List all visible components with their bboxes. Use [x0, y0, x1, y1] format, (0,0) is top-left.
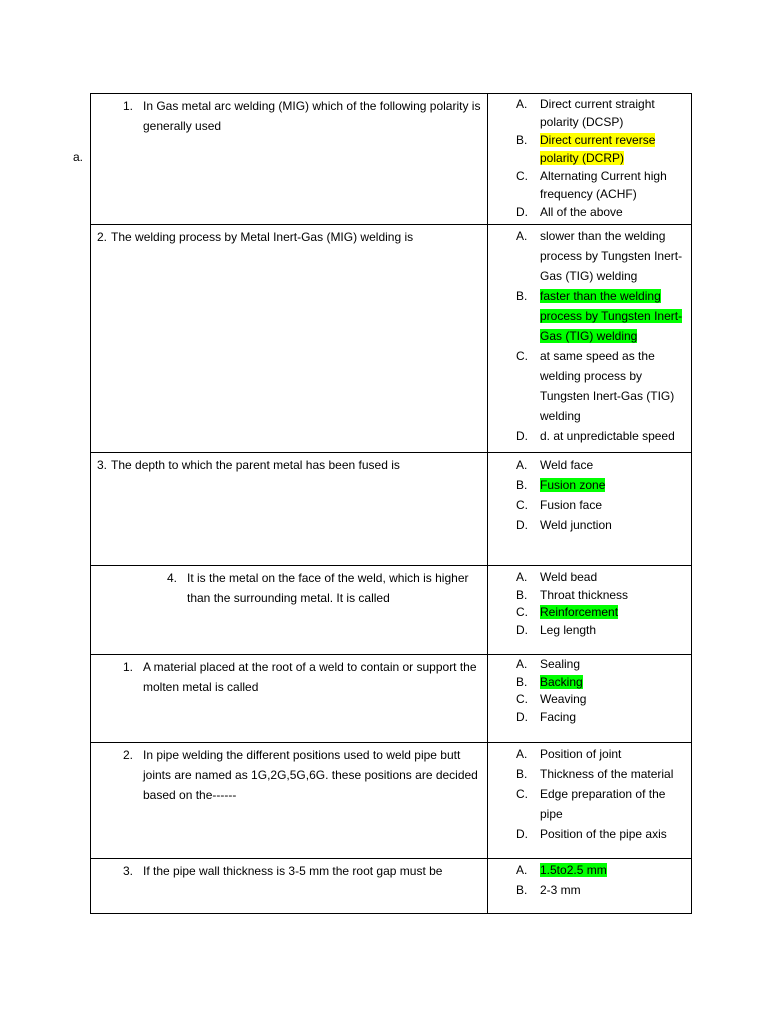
- question-text: A material placed at the root of a weld to contain or support the molten metal is called: [143, 660, 477, 694]
- question-number: 3.: [97, 458, 108, 472]
- option-text: Weaving: [540, 692, 587, 706]
- option-letter: D.: [516, 622, 528, 637]
- answer-option: [516, 515, 687, 535]
- answer-option: [516, 226, 687, 286]
- option-text: All of the above: [540, 205, 623, 219]
- question-text: It is the metal on the face of the weld, which is higher than the surrounding metal. It is called: [187, 571, 469, 605]
- answer-options: [488, 655, 691, 726]
- option-letter: B.: [516, 289, 528, 303]
- option-letter: C.: [516, 787, 528, 801]
- option-text: Weld bead: [540, 570, 598, 584]
- option-letter: A.: [516, 747, 528, 761]
- answer-cell: [488, 859, 692, 914]
- option-letter: D.: [516, 429, 528, 443]
- question-number: 1.: [122, 660, 133, 674]
- option-letter: B.: [516, 478, 528, 492]
- option-letter: C.: [516, 605, 528, 619]
- answer-option: [516, 95, 687, 131]
- answer-cell: [488, 453, 692, 566]
- question-row: [91, 225, 692, 453]
- answer-option: [516, 674, 687, 692]
- answer-option: [516, 860, 687, 880]
- margin-label: a.: [73, 150, 84, 164]
- option-text-highlighted: Fusion zone: [540, 478, 606, 492]
- option-letter: A.: [516, 97, 528, 111]
- option-letter: C.: [516, 692, 528, 706]
- answer-cell: [488, 655, 692, 743]
- question-text: In Gas metal arc welding (MIG) which of the following polarity is generally used: [143, 99, 481, 133]
- option-text: Weld face: [540, 458, 594, 472]
- answer-options: [488, 453, 691, 535]
- option-text-highlighted: Direct current reverse polarity (DCRP): [540, 133, 656, 165]
- option-text: Weld junction: [540, 518, 612, 532]
- question-text: The welding process by Metal Inert-Gas (MIG) welding is: [111, 230, 414, 244]
- option-text: Alternating Current high frequency (ACHF): [540, 169, 667, 201]
- option-text-highlighted: Backing: [540, 674, 583, 689]
- option-text: at same speed as the welding process by Tungsten Inert-Gas (TIG) welding: [540, 349, 675, 423]
- option-letter: B.: [516, 767, 528, 781]
- option-letter: B.: [516, 674, 528, 689]
- option-text: slower than the welding process by Tungsten Inert-Gas (TIG) welding: [540, 229, 683, 283]
- option-letter: C.: [516, 169, 528, 183]
- quiz-table: [90, 93, 692, 914]
- option-text: Sealing: [540, 657, 581, 671]
- question-cell: [91, 453, 488, 566]
- option-letter: A.: [516, 570, 528, 584]
- answer-option: [516, 709, 687, 727]
- question-cell: [91, 743, 488, 859]
- answer-option: [516, 569, 687, 587]
- answer-option: [516, 495, 687, 515]
- answer-option: [516, 824, 687, 844]
- question-cell: [91, 566, 488, 655]
- question-number: 2.: [122, 748, 133, 762]
- option-letter: C.: [516, 349, 528, 363]
- answer-option: [516, 604, 687, 622]
- answer-options: [488, 743, 691, 844]
- option-letter: B.: [516, 587, 528, 602]
- question-cell: [91, 94, 488, 225]
- answer-option: [516, 346, 687, 426]
- answer-option: [516, 691, 687, 709]
- answer-option: [516, 784, 687, 824]
- question-number: 1.: [122, 99, 133, 113]
- answer-option: [516, 131, 687, 167]
- option-text: Fusion face: [540, 498, 603, 512]
- answer-options: [488, 859, 691, 900]
- option-text-highlighted: 1.5to2.5 mm: [540, 863, 607, 877]
- answer-option: [516, 455, 687, 475]
- answer-option: [516, 203, 687, 221]
- question-text: If the pipe wall thickness is 3-5 mm the root gap must be: [143, 864, 443, 878]
- option-letter: A.: [516, 458, 528, 472]
- answer-option: [516, 622, 687, 640]
- option-letter: D.: [516, 205, 528, 219]
- option-text: Throat thickness: [540, 587, 629, 602]
- option-letter: D.: [516, 518, 528, 532]
- option-text-highlighted: faster than the welding process by Tungsten Inert-Gas (TIG) welding: [540, 289, 683, 343]
- question-text: In pipe welding the different positions used to weld pipe butt joints are named as 1G,2G,5G,6G. these positions are decided based on the------: [143, 748, 478, 802]
- option-letter: B.: [516, 883, 528, 897]
- answer-option: [516, 744, 687, 764]
- option-text: d. at unpredictable speed: [540, 429, 675, 443]
- option-text: Edge preparation of the pipe: [540, 787, 666, 821]
- option-letter: D.: [516, 709, 528, 724]
- answer-option: [516, 764, 687, 784]
- option-text: Thickness of the material: [540, 767, 674, 781]
- answer-cell: [488, 94, 692, 225]
- answer-cell: [488, 743, 692, 859]
- answer-option: [516, 880, 687, 900]
- answer-option: [516, 426, 687, 446]
- question-row: [91, 566, 692, 655]
- option-letter: C.: [516, 498, 528, 512]
- question-row: [91, 453, 692, 566]
- question-row: [91, 859, 692, 914]
- option-text: Position of the pipe axis: [540, 827, 667, 841]
- option-text-highlighted: Reinforcement: [540, 605, 619, 619]
- question-number: 3.: [122, 864, 133, 878]
- option-text: Position of joint: [540, 747, 622, 761]
- question-text: The depth to which the parent metal has been fused is: [111, 458, 400, 472]
- question-row: [91, 743, 692, 859]
- answer-option: [516, 286, 687, 346]
- question-cell: [91, 225, 488, 453]
- question-cell: [91, 859, 488, 914]
- answer-options: [488, 566, 691, 639]
- question-row: [91, 655, 692, 743]
- option-text: Facing: [540, 709, 577, 724]
- answer-cell: [488, 566, 692, 655]
- question-cell: [91, 655, 488, 743]
- option-letter: B.: [516, 133, 528, 147]
- answer-options: [488, 94, 691, 221]
- option-text: Leg length: [540, 622, 597, 637]
- answer-option: [516, 656, 687, 674]
- option-letter: A.: [516, 229, 528, 243]
- option-text: Direct current straight polarity (DCSP): [540, 97, 655, 129]
- answer-option: [516, 587, 687, 605]
- option-text: 2-3 mm: [540, 883, 581, 897]
- answer-options: [488, 225, 691, 446]
- option-letter: A.: [516, 863, 528, 877]
- answer-option: [516, 475, 687, 495]
- question-row: [91, 94, 692, 225]
- question-number: 2.: [97, 230, 108, 244]
- option-letter: A.: [516, 657, 528, 671]
- answer-option: [516, 167, 687, 203]
- answer-cell: [488, 225, 692, 453]
- question-number: 4.: [166, 571, 177, 585]
- option-letter: D.: [516, 827, 528, 841]
